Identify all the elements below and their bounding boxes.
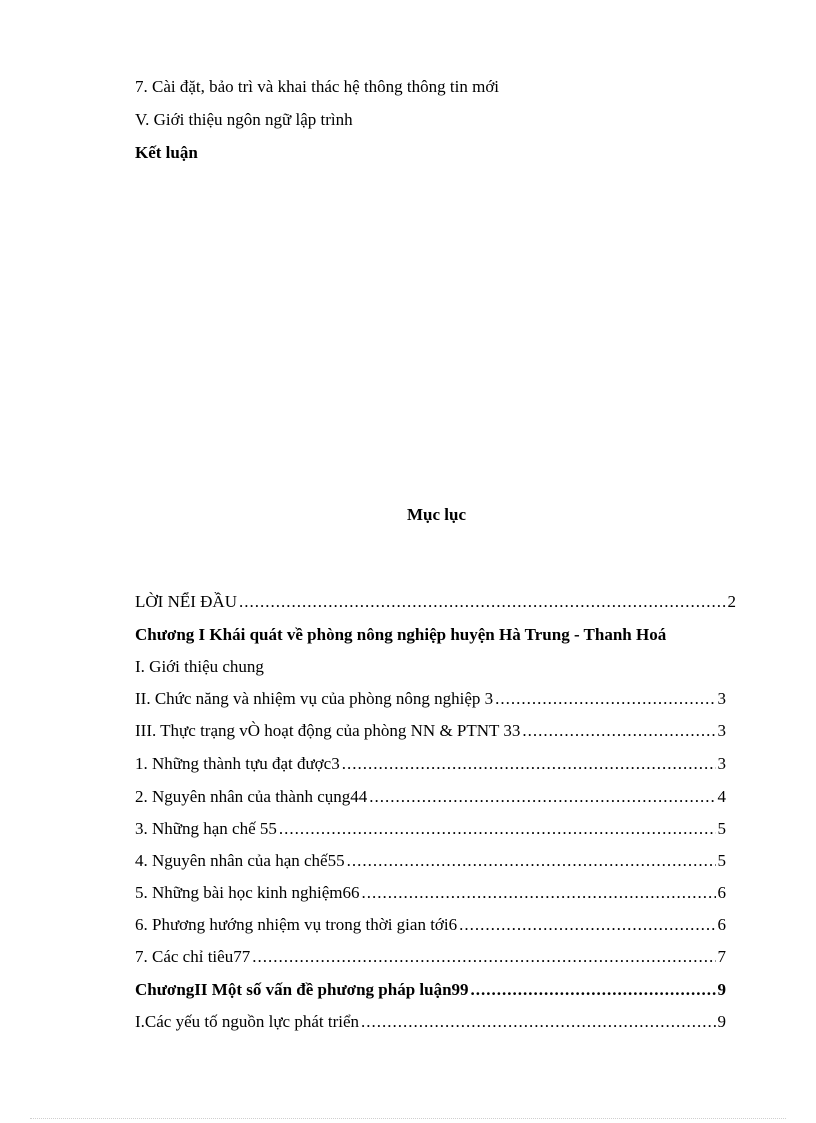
toc-entry-title: LỜI NỂI ĐẦU <box>135 592 237 611</box>
top-line-3: Kết luận <box>135 143 198 162</box>
toc-leader-dots <box>279 819 716 839</box>
toc-entry-title: I. Giới thiệu chung <box>135 657 264 676</box>
toc-leader-dots <box>347 851 716 871</box>
toc-leader-dots <box>342 754 716 774</box>
toc-entry-page: 4 <box>717 787 726 806</box>
toc-entry <box>135 754 726 774</box>
toc-entry-page: 6 <box>717 915 726 934</box>
toc-title: Mục lục <box>406 505 467 524</box>
toc-entry-title: III. Thực trạng vÒ hoạt động của phòng NN & PTNT 33 <box>135 721 521 740</box>
toc-entry <box>135 787 726 807</box>
toc-entry <box>135 1012 726 1032</box>
toc-leader-dots <box>362 883 716 903</box>
toc-entry-title: 5. Những bài học kinh nghiệm66 <box>135 883 360 902</box>
top-line-2: V. Giới thiệu ngôn ngữ lập trình <box>135 110 353 129</box>
toc-entry-title: ChươngII Một số vấn đề phương pháp luận99 <box>135 980 469 999</box>
toc-entry <box>135 592 736 612</box>
toc-entry-page: 7 <box>717 947 726 966</box>
page-divider <box>30 1118 786 1119</box>
toc-entry-title: 3. Những hạn chế 55 <box>135 819 277 838</box>
toc-entry <box>135 657 264 677</box>
toc-entry-title: Chương I Khái quát về phòng nông nghiệp huyện Hà Trung - Thanh Hoá <box>135 625 667 644</box>
toc-entry <box>135 625 666 645</box>
toc-entry-title: I.Các yếu tố nguồn lực phát triển <box>135 1012 360 1031</box>
toc-entry <box>135 980 726 1000</box>
toc-entry-page: 9 <box>717 1012 726 1031</box>
toc-entry <box>135 689 726 709</box>
toc-entry-page: 3 <box>717 754 726 773</box>
toc-entry-title: 2. Nguyên nhân của thành cụng44 <box>135 787 368 806</box>
toc-entry-title: 6. Phương hướng nhiệm vụ trong thời gian tới6 <box>135 915 458 934</box>
toc-entry-page: 3 <box>717 721 726 740</box>
toc-leader-dots <box>239 592 726 612</box>
toc-entry-title: 1. Những thành tựu đạt được3 <box>135 754 340 773</box>
toc-leader-dots <box>361 1012 715 1032</box>
toc-entry-title: 4. Nguyên nhân của hạn chế55 <box>135 851 345 870</box>
toc-entry <box>135 883 726 903</box>
toc-leader-dots <box>522 721 715 741</box>
top-line-1: 7. Cài đặt, bảo trì và khai thác hệ thông thông tin mới <box>135 77 500 96</box>
toc-entry <box>135 947 726 967</box>
toc-leader-dots <box>495 689 715 709</box>
toc-entry-page: 5 <box>717 851 726 870</box>
toc-leader-dots <box>369 787 715 807</box>
toc-entry-title: 7. Các chỉ tiêu77 <box>135 947 251 966</box>
toc-entry <box>135 819 726 839</box>
toc-entry-page: 5 <box>717 819 726 838</box>
toc-entry-page: 2 <box>727 592 736 611</box>
toc-entry <box>135 915 726 935</box>
toc-leader-dots <box>252 947 715 967</box>
toc-leader-dots <box>471 980 716 1000</box>
toc-leader-dots <box>459 915 715 935</box>
toc-entry-title: II. Chức năng và nhiệm vụ của phòng nông nghiệp 3 <box>135 689 494 708</box>
toc-entry-page: 9 <box>717 980 726 999</box>
toc-entry-page: 3 <box>717 689 726 708</box>
toc-entry <box>135 851 726 871</box>
toc-entry <box>135 721 726 741</box>
toc-entry-page: 6 <box>717 883 726 902</box>
